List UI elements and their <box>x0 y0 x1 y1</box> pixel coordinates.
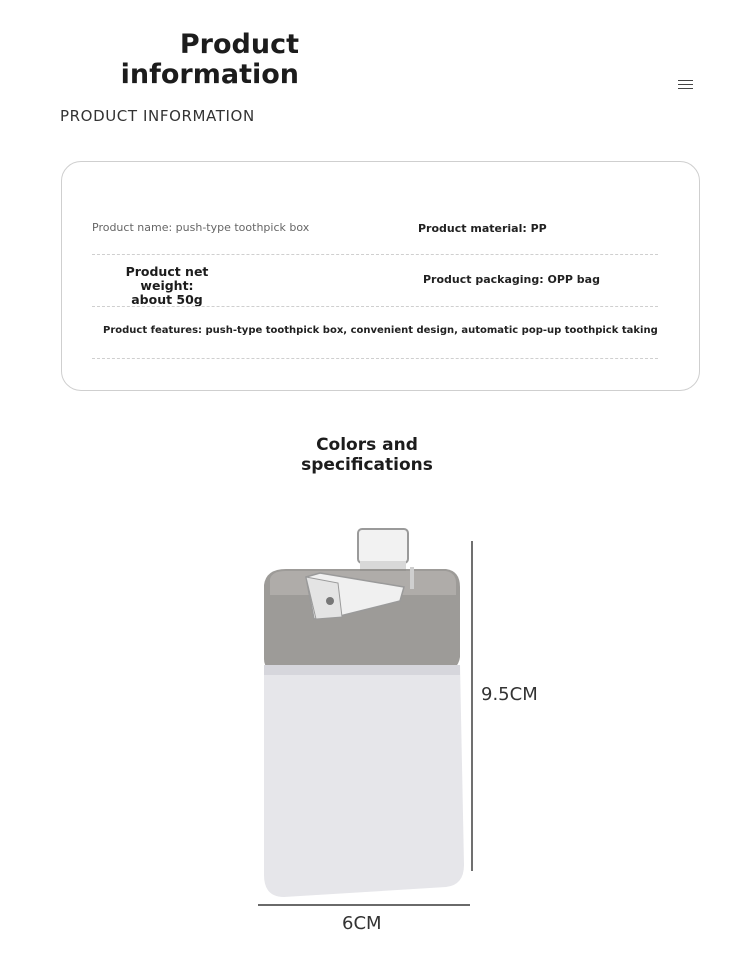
push-button <box>358 529 408 563</box>
title-block <box>48 30 303 98</box>
height-label: 9.5CM <box>481 684 538 705</box>
page-title <box>121 30 299 90</box>
specs-title-line2: specifications <box>301 455 433 475</box>
product-packaging: Product packaging: OPP bag <box>423 273 600 286</box>
body-rim <box>264 665 460 675</box>
product-net-weight <box>99 265 235 307</box>
hamburger-menu-icon[interactable] <box>678 79 694 91</box>
toothpick <box>410 567 414 589</box>
product-name: Product name: push-type toothpick box <box>92 221 310 234</box>
row-divider-2 <box>92 306 658 307</box>
page-title-line2: information <box>120 59 299 90</box>
product-info-card <box>61 161 700 391</box>
page-title-line1: Product <box>179 29 299 60</box>
net-weight-label: Product net weight: <box>125 264 209 293</box>
width-label: 6CM <box>342 913 382 934</box>
row-divider-1 <box>92 254 658 255</box>
product-features: Product features: push-type toothpick box, convenient design, automatic pop-up toothpick taking <box>103 325 658 336</box>
product-material: Product material: PP <box>418 222 547 235</box>
specs-title <box>281 435 453 475</box>
row-divider-3 <box>92 358 658 359</box>
net-weight-value: about 50g <box>131 292 203 307</box>
page-subtitle: PRODUCT INFORMATION <box>60 107 255 125</box>
box-body <box>264 665 464 897</box>
toothpick-box-image <box>250 525 490 910</box>
specs-title-line1: Colors and <box>316 435 418 455</box>
flap-pin <box>326 597 334 605</box>
